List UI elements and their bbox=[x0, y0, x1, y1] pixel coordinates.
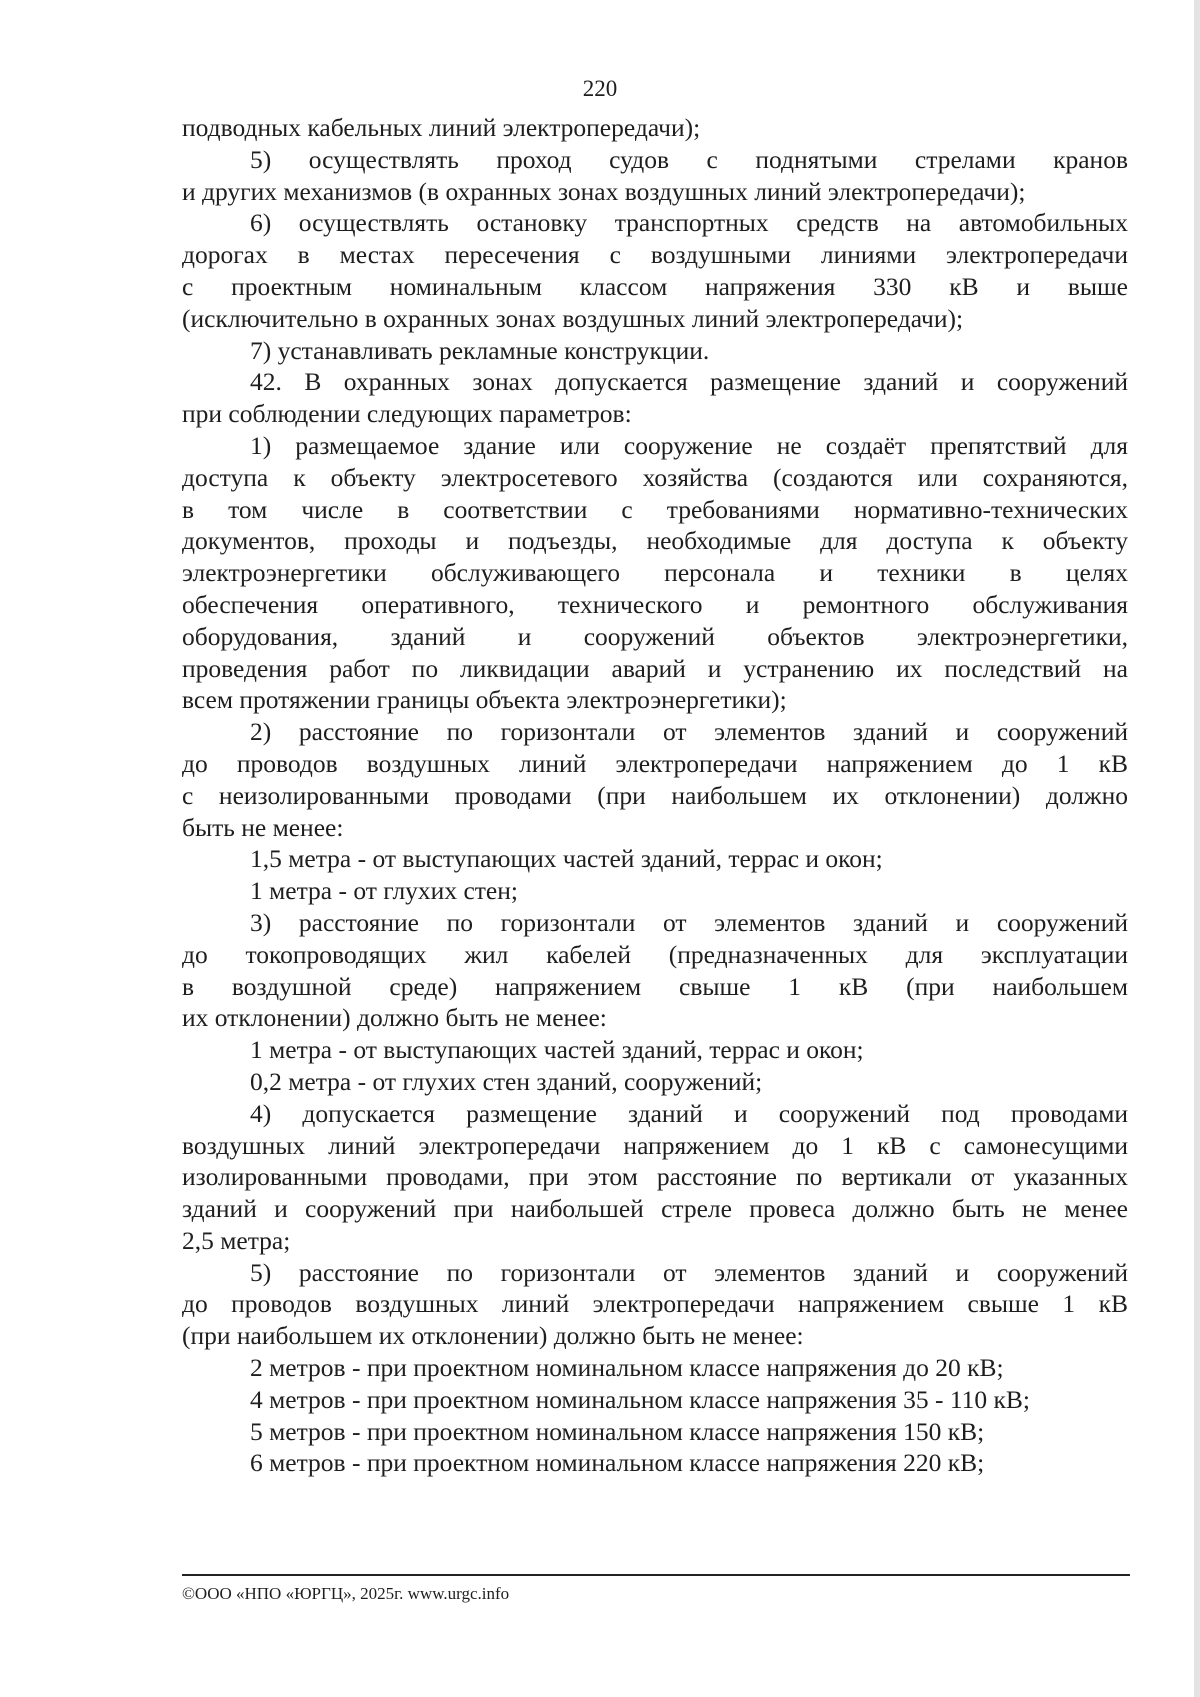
text-line: быть не менее: bbox=[182, 812, 344, 842]
text-line: 4 метров - при проектном номинальном классе напряжения 35 - 110 кВ; bbox=[250, 1384, 1031, 1414]
text-line: при соблюдении следующих параметров: bbox=[182, 399, 632, 429]
text-line: оборудования, зданий и сооружений объектов электроэнергетики, bbox=[182, 621, 1128, 651]
text-line: 2) расстояние по горизонтали от элементов зданий и сооружений bbox=[250, 717, 1128, 747]
scan-edge bbox=[1194, 0, 1200, 1697]
text-line: (исключительно в охранных зонах воздушных линий электропередачи); bbox=[182, 303, 964, 333]
text-line: 1 метра - от выступающих частей зданий, террас и окон; bbox=[250, 1035, 864, 1065]
text-line: изолированными проводами, при этом расстояние по вертикали от указанных bbox=[182, 1162, 1128, 1192]
text-line: 0,2 метра - от глухих стен зданий, сооружений; bbox=[250, 1066, 763, 1096]
text-line: до проводов воздушных линий электропередачи напряжением свыше 1 кВ bbox=[182, 1289, 1128, 1319]
text-line: 6) осуществлять остановку транспортных средств на автомобильных bbox=[250, 208, 1128, 238]
text-line: 5) расстояние по горизонтали от элементов зданий и сооружений bbox=[250, 1257, 1128, 1287]
text-line: дорогах в местах пересечения с воздушными линиями электропередачи bbox=[182, 240, 1128, 270]
text-line: в том числе в соответствии с требованиями нормативно-технических bbox=[182, 494, 1128, 524]
text-line: 2,5 метра; bbox=[182, 1225, 291, 1255]
text-line: 2 метров - при проектном номинальном классе напряжения до 20 кВ; bbox=[250, 1353, 1004, 1383]
text-line: 1,5 метра - от выступающих частей зданий, террас и окон; bbox=[250, 844, 883, 874]
text-line: 7) устанавливать рекламные конструкции. bbox=[250, 335, 710, 365]
text-line: доступа к объекту электросетевого хозяйства (создаются или сохраняются, bbox=[182, 462, 1128, 492]
text-line: 5) осуществлять проход судов с поднятыми стрелами кранов bbox=[250, 144, 1128, 174]
text-line: 42. В охранных зонах допускается размещение зданий и сооружений bbox=[250, 367, 1128, 397]
text-line: до токопроводящих жил кабелей (предназначенных для эксплуатации bbox=[182, 939, 1128, 969]
text-line: подводных кабельных линий электропередачи); bbox=[182, 113, 701, 142]
text-line: обеспечения оперативного, технического и ремонтного обслуживания bbox=[182, 589, 1128, 619]
text-line: проведения работ по ликвидации аварий и устранению их последствий на bbox=[182, 653, 1128, 683]
text-line: 1 метра - от глухих стен; bbox=[250, 876, 518, 906]
text-line: в воздушной среде) напряжением свыше 1 кВ (при наибольшем bbox=[182, 971, 1128, 1001]
text-line: 4) допускается размещение зданий и сооружений под проводами bbox=[250, 1098, 1128, 1128]
text-line: электроэнергетики обслуживающего персонала и техники в целях bbox=[182, 558, 1128, 588]
text-line: и других механизмов (в охранных зонах воздушных линий электропередачи); bbox=[182, 176, 1026, 206]
text-line: 6 метров - при проектном номинальном классе напряжения 220 кВ; bbox=[250, 1448, 985, 1478]
text-line: всем протяжении границы объекта электроэнергетики); bbox=[182, 685, 787, 715]
footer-divider bbox=[182, 1574, 1130, 1576]
text-line: 5 метров - при проектном номинальном классе напряжения 150 кВ; bbox=[250, 1416, 985, 1446]
text-line: зданий и сооружений при наибольшей стреле провеса должно быть не менее bbox=[182, 1194, 1128, 1224]
text-line: с проектным номинальным классом напряжения 330 кВ и выше bbox=[182, 271, 1128, 301]
footer-copyright: ©ООО «НПО «ЮРГЦ», 2025г. www.urgc.info bbox=[182, 1584, 510, 1603]
text-line: 3) расстояние по горизонтали от элементов зданий и сооружений bbox=[250, 907, 1128, 937]
page-number: 220 bbox=[582, 76, 618, 101]
text-line: документов, проходы и подъезды, необходимые для доступа к объекту bbox=[182, 526, 1128, 556]
text-line: их отклонении) должно быть не менее: bbox=[182, 1003, 607, 1033]
text-line: с неизолированными проводами (при наибольшем их отклонении) должно bbox=[182, 780, 1128, 810]
document-body bbox=[182, 112, 1128, 1479]
text-line: воздушных линий электропередачи напряжением до 1 кВ с самонесущими bbox=[182, 1130, 1128, 1160]
text-line: до проводов воздушных линий электропередачи напряжением до 1 кВ bbox=[182, 748, 1128, 778]
text-line: (при наибольшем их отклонении) должно быть не менее: bbox=[182, 1321, 804, 1351]
text-line: 1) размещаемое здание или сооружение не создаёт препятствий для bbox=[250, 430, 1128, 460]
